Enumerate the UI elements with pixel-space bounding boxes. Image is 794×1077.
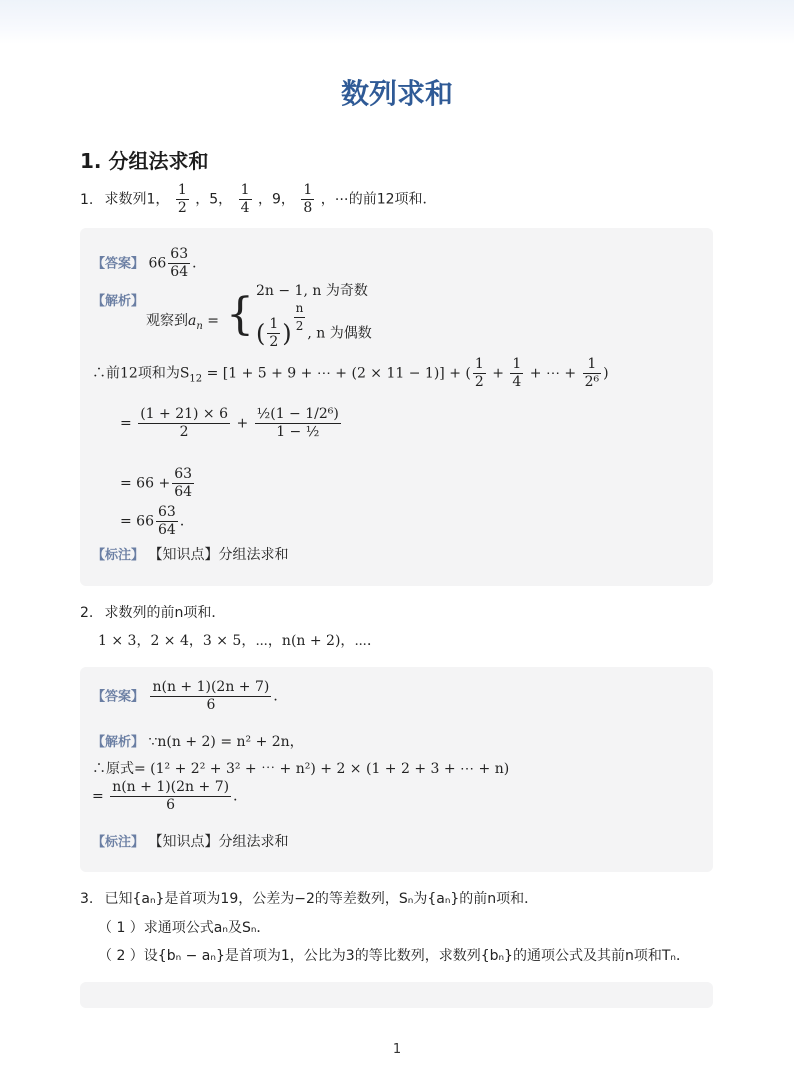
page-number: 1 xyxy=(392,1042,402,1057)
question-number: 2. xyxy=(80,605,94,621)
step-3 xyxy=(120,504,194,539)
brace: { xyxy=(226,289,254,340)
step-2 xyxy=(120,466,196,501)
analysis-label: 【解析】 xyxy=(92,735,145,750)
question-stem: 求数列1， xyxy=(104,191,170,208)
answer-fraction: $\frac{n(n + 1)(2n + 7)}{6}$ xyxy=(152,679,270,713)
analysis-row xyxy=(92,731,304,751)
fraction: $\frac{n(n + 1)(2n + 7)}{6}$ xyxy=(112,779,230,813)
note-label: 【标注】 xyxy=(92,835,145,850)
equals: = xyxy=(120,415,132,432)
answer-row xyxy=(92,679,287,714)
question-stem-end: ，⋯的前12项和． xyxy=(320,191,437,208)
step-text: = 66 + xyxy=(120,475,171,492)
solution-box-3 xyxy=(80,982,713,1008)
analysis-label-row xyxy=(92,290,144,309)
section-title: 1. 分组法求和 xyxy=(80,149,209,173)
question-1 xyxy=(80,182,437,217)
answer-fraction: $\frac{63}{64}$ xyxy=(170,246,189,280)
observe-text xyxy=(146,310,219,332)
case-odd: 2n − 1, n 为奇数 xyxy=(256,283,368,299)
observe-label: 观察到 xyxy=(146,313,188,329)
knowledge-point-link[interactable]: 【知识点】分组法求和 xyxy=(148,834,289,850)
question-3-part-2: （ 2 ）设{bₙ − aₙ}是首项为1，公比为3的等比数列，求数列{bₙ}的通项公式及其前n项和Tₙ． xyxy=(98,948,690,964)
case-exponent: $\frac{n}{2}$ xyxy=(295,301,304,333)
analysis-line-3 xyxy=(92,779,247,814)
step-text: = 66 xyxy=(120,513,154,530)
note-row xyxy=(92,544,288,564)
plus: + xyxy=(487,365,509,382)
case-tail: , n 为偶数 xyxy=(307,325,372,342)
punct: ． xyxy=(192,255,207,272)
sum-line xyxy=(92,356,609,391)
question-2 xyxy=(80,602,225,624)
case-even: ( $\frac{1}{2}$ ) $\frac{n}{2}$ , n 为偶数 xyxy=(256,301,372,350)
fraction: $\frac{1}{2}$ xyxy=(177,182,187,216)
header-band xyxy=(0,0,794,44)
fraction: $\frac{63}{64}$ xyxy=(158,504,176,538)
answer-whole: 66 xyxy=(148,255,167,272)
fraction: $\frac{63}{64}$ xyxy=(174,466,193,500)
subscript: 12 xyxy=(189,373,203,385)
solution-box-1 xyxy=(80,228,713,586)
punct: ． xyxy=(179,513,194,530)
answer-row xyxy=(92,246,206,281)
question-stem: 已知{aₙ}是首项为19，公差为−2的等差数列，Sₙ为{aₙ}的前n项和． xyxy=(104,891,539,907)
document-title: 数列求和 xyxy=(340,77,453,110)
solution-box-2 xyxy=(80,667,713,872)
separator: ，5， xyxy=(195,191,233,208)
knowledge-point-link[interactable]: 【知识点】分组法求和 xyxy=(148,547,289,563)
analysis-text: ∵n(n + 2) = n² + 2n， xyxy=(148,734,304,750)
punct: ． xyxy=(233,788,248,805)
answer-label: 【答案】 xyxy=(92,689,145,705)
ellipsis: + ⋯ + xyxy=(525,365,581,382)
sum-prefix: ∴前12项和为S xyxy=(92,365,190,382)
sum-mid: = [1 + 5 + 9 + ⋯ + (2 × 11 − 1)] + ( xyxy=(202,365,471,382)
analysis-line-2: ∴原式= (1² + 2² + 3² + ⋯ + n²) + 2 × (1 + 2 + 3 + ⋯ + n) xyxy=(92,761,510,777)
compound-fraction: $\frac{\text{½(1 − 1/2⁶)}}{\text{1 − ½}}$ xyxy=(256,406,339,440)
sequence-term: a xyxy=(188,313,197,329)
plus: + xyxy=(236,415,249,432)
step-1 xyxy=(120,406,343,441)
fraction: $\frac{1}{\text{2⁶}}$ xyxy=(584,356,600,390)
equals: = xyxy=(202,313,219,329)
question-3-part-1: （ 1 ）求通项公式aₙ及Sₙ． xyxy=(98,920,271,936)
fraction: $\frac{1}{8}$ xyxy=(303,182,313,216)
question-2-sequence: 1 × 3，2 × 4，3 × 5，⋯，n(n + 2)，⋯． xyxy=(98,633,382,649)
paren: ) xyxy=(603,365,609,382)
subscript: n xyxy=(196,320,203,332)
question-stem: 求数列的前n项和． xyxy=(104,605,226,621)
question-number: 1. xyxy=(80,191,94,208)
note-row xyxy=(92,831,288,851)
note-label: 【标注】 xyxy=(92,548,145,563)
equals: = xyxy=(92,788,104,805)
punct: ． xyxy=(273,688,288,705)
answer-label: 【答案】 xyxy=(92,256,145,272)
fraction: $\frac{1}{2}$ xyxy=(474,356,484,390)
fraction: $\frac{1}{4}$ xyxy=(512,356,522,390)
separator: ，9， xyxy=(257,191,295,208)
case-fraction: $\frac{1}{2}$ xyxy=(269,316,279,350)
analysis-label: 【解析】 xyxy=(92,294,145,309)
fraction: $\frac{(1 + 21) \times 6}{2}$ xyxy=(140,406,229,440)
fraction: $\frac{1}{4}$ xyxy=(240,182,250,216)
question-3 xyxy=(80,888,538,910)
question-number: 3. xyxy=(80,891,94,907)
